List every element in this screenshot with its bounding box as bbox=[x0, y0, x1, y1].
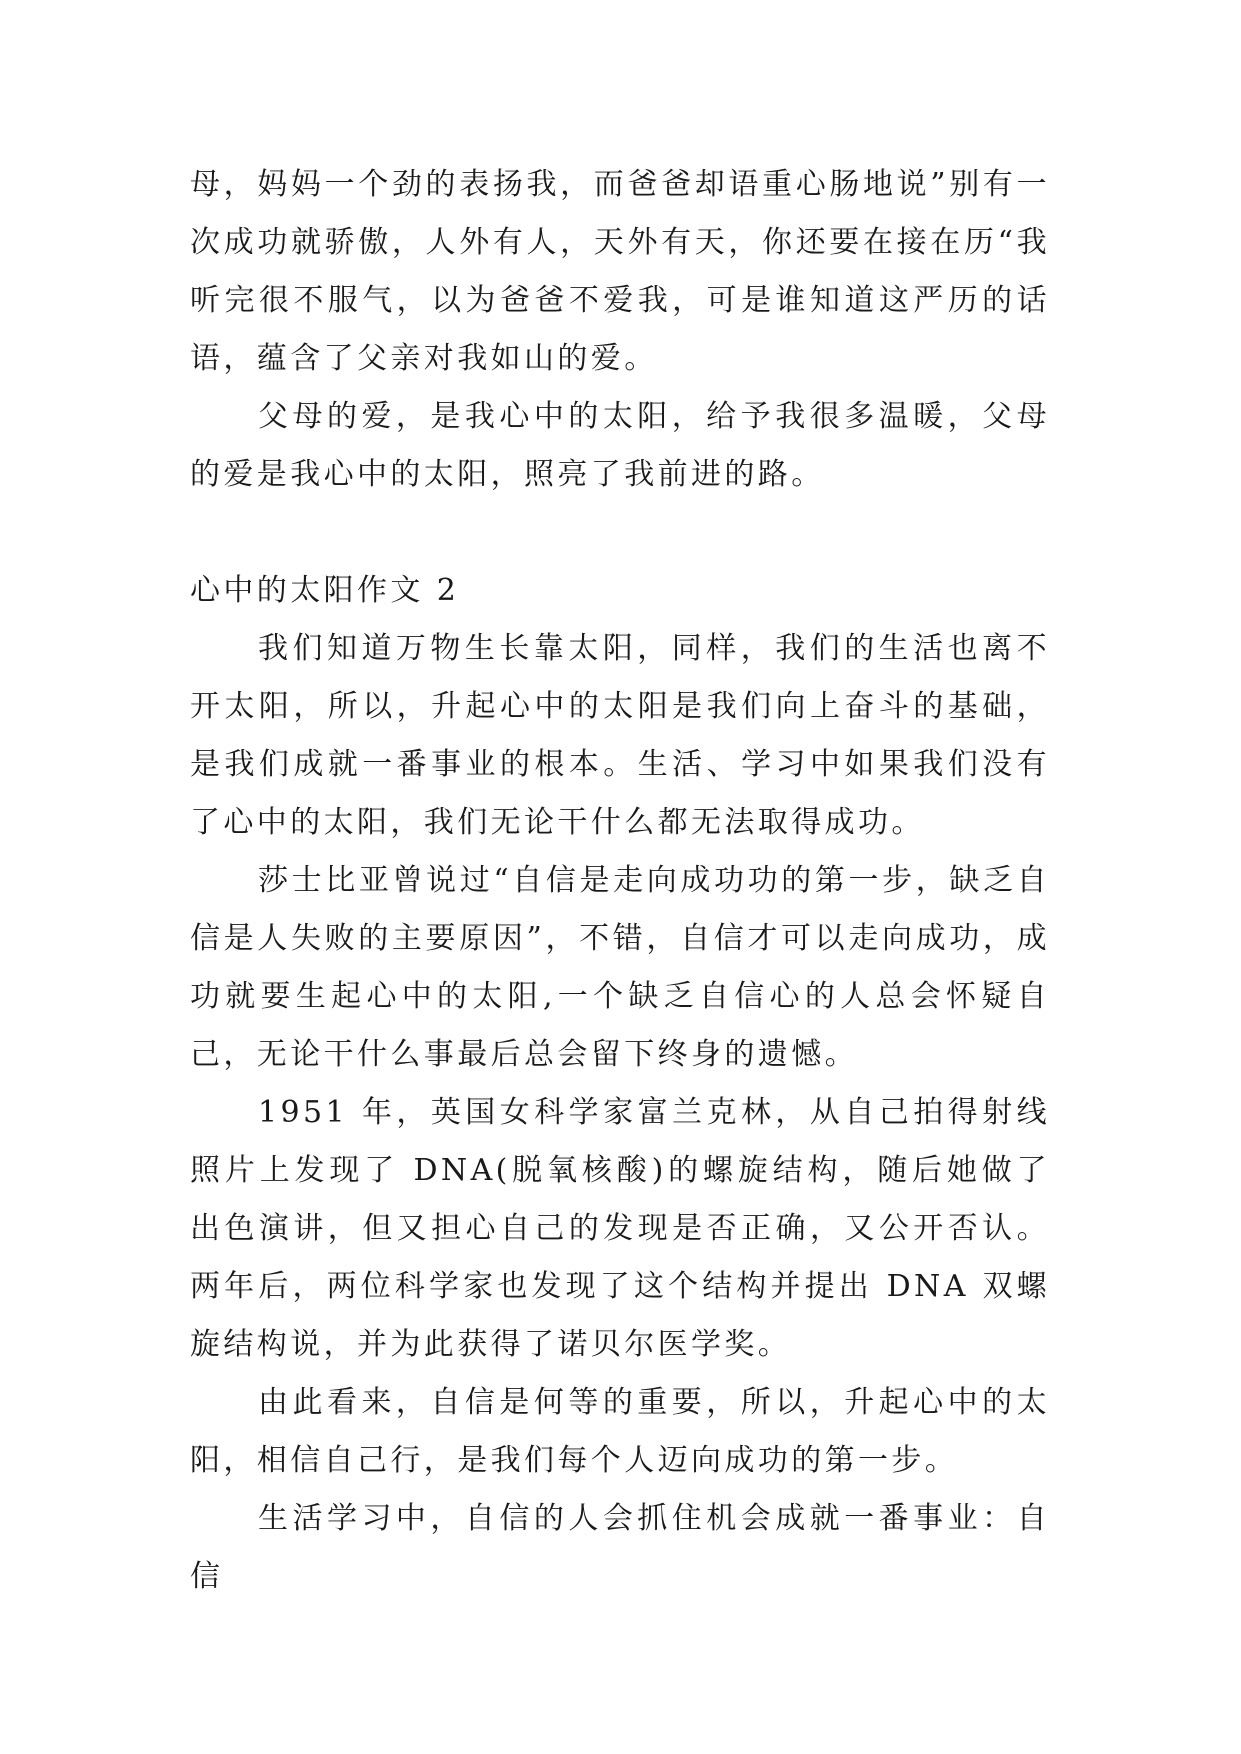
paragraph-continuation: 母，妈妈一个劲的表扬我，而爸爸却语重心肠地说”别有一次成功就骄傲，人外有人，天外有天，你还要在接在历“我听完很不服气，以为爸爸不爱我，可是谁知道这严历的话语，蕴含了父亲对我如山的爱。 bbox=[190, 167, 1050, 376]
paragraph-sun-intro: 我们知道万物生长靠太阳，同样，我们的生活也离不开太阳，所以，升起心中的太阳是我们向上奋斗的基础，是我们成就一番事业的根本。生活、学习中如果我们没有了心中的太阳，我们无论干什么都无法取得成功。 bbox=[190, 631, 1050, 840]
paragraph-conclusion: 由此看来，自信是何等的重要，所以，升起心中的太阳，相信自己行，是我们每个人迈向成功的第一步。 bbox=[190, 1385, 1050, 1478]
paragraph-franklin-dna: 1951 年，英国女科学家富兰克林，从自己拍得射线照片上发现了 DNA(脱氧核酸)的螺旋结构，随后她做了出色演讲，但又担心自己的发现是否正确，又公开否认。两年后，两位科学家也发现了这个结构并提出 DNA 双螺旋结构说，并为此获得了诺贝尔医学奖。 bbox=[190, 1095, 1050, 1362]
paragraph-shakespeare: 莎士比亚曾说过“自信是走向成功功的第一步，缺乏自信是人失败的主要原因”，不错，自信才可以走向成功，成功就要生起心中的太阳,一个缺乏自信心的人总会怀疑自己，无论干什么事最后总会留下终身的遗憾。 bbox=[190, 863, 1050, 1072]
paragraph-parents-love: 父母的爱，是我心中的太阳，给予我很多温暖，父母的爱是我心中的太阳，照亮了我前进的路。 bbox=[190, 399, 1050, 492]
document-body bbox=[190, 156, 1050, 1606]
paragraph-life-study: 生活学习中，自信的人会抓住机会成就一番事业：自信 bbox=[190, 1501, 1050, 1594]
section-title: 心中的太阳作文 2 bbox=[190, 573, 460, 608]
